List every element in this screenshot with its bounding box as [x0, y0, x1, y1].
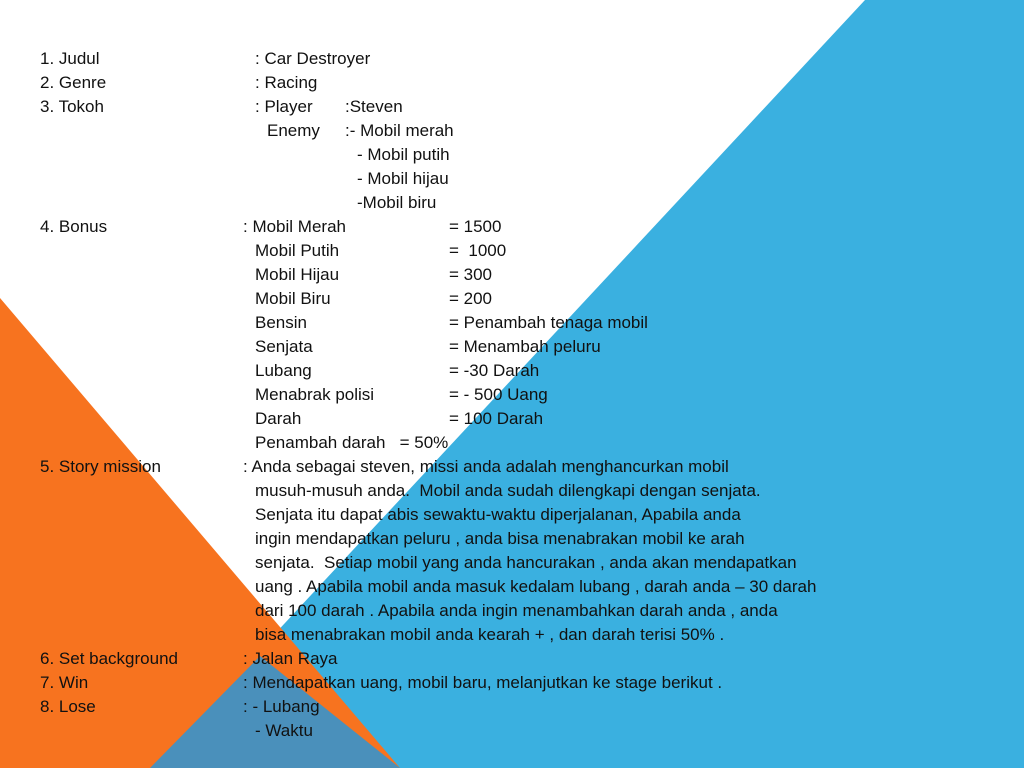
- player-label: : Player: [255, 97, 313, 116]
- bonus-item-value: = 100 Darah: [449, 409, 544, 428]
- bonus-item-value: = -30 Darah: [449, 361, 540, 380]
- enemy-item: - Mobil putih: [357, 145, 450, 164]
- enemy-item: :- Mobil merah: [345, 121, 454, 140]
- bonus-item-value: = - 500 Uang: [449, 385, 548, 404]
- lose-label: 8. Lose: [40, 697, 96, 716]
- win-value: : Mendapatkan uang, mobil baru, melanjutkan ke stage berikut .: [243, 673, 723, 692]
- player-value: :Steven: [345, 97, 403, 116]
- story-line: : Anda sebagai steven, missi anda adalah menghancurkan mobil: [243, 457, 729, 476]
- bonus-item-value: = 1500: [449, 217, 502, 236]
- bonus-item-name: Mobil Putih: [255, 241, 340, 260]
- genre-label: 2. Genre: [40, 73, 107, 92]
- genre-value: : Racing: [255, 73, 318, 92]
- story-line: bisa menabrakan mobil anda kearah + , dan darah terisi 50% .: [255, 625, 725, 644]
- story-label: 5. Story mission: [40, 457, 161, 476]
- story-line: Senjata itu dapat abis sewaktu-waktu diperjalanan, Apabila anda: [255, 505, 741, 524]
- tokoh-label: 3. Tokoh: [40, 97, 104, 116]
- bonus-item-name: Lubang: [255, 361, 312, 380]
- bonus-item-value: = Menambah peluru: [449, 337, 601, 356]
- bonus-item-name: Mobil Biru: [255, 289, 331, 308]
- story-line: uang . Apabila mobil anda masuk kedalam lubang , darah anda – 30 darah: [255, 577, 817, 596]
- bonus-item-name: Bensin: [255, 313, 307, 332]
- enemy-item: - Mobil hijau: [357, 169, 449, 188]
- bonus-item-name: : Mobil Merah: [243, 217, 346, 236]
- bonus-item-name: Senjata: [255, 337, 313, 356]
- bonus-label: 4. Bonus: [40, 217, 108, 236]
- enemy-label: Enemy: [267, 121, 320, 140]
- bonus-item-name: Mobil Hijau: [255, 265, 340, 284]
- bonus-item-value: = 300: [449, 265, 493, 284]
- enemy-item: -Mobil biru: [357, 193, 437, 212]
- story-line: senjata. Setiap mobil yang anda hancurakan , anda akan mendapatkan: [255, 553, 797, 572]
- story-line: dari 100 darah . Apabila anda ingin menambahkan darah anda , anda: [255, 601, 778, 620]
- bonus-item-name: Darah: [255, 409, 302, 428]
- bonus-item-value: = 1000: [449, 241, 507, 260]
- lose-value: : - Lubang: [243, 697, 320, 716]
- story-line: ingin mendapatkan peluru , anda bisa menabrakan mobil ke arah: [255, 529, 745, 548]
- background-value: : Jalan Raya: [243, 649, 338, 668]
- bonus-item-value: = 200: [449, 289, 493, 308]
- lose-extra: - Waktu: [255, 721, 313, 740]
- bonus-item-name: Menabrak polisi: [255, 385, 375, 404]
- bonus-item-value: = Penambah tenaga mobil: [449, 313, 648, 332]
- story-line: musuh-musuh anda. Mobil anda sudah dilengkapi dengan senjata.: [255, 481, 761, 500]
- judul-value: : Car Destroyer: [255, 49, 371, 68]
- win-label: 7. Win: [40, 673, 89, 692]
- bonus-item-last: Penambah darah = 50%: [255, 433, 449, 452]
- background-label: 6. Set background: [40, 649, 178, 668]
- judul-label: 1. Judul: [40, 49, 100, 68]
